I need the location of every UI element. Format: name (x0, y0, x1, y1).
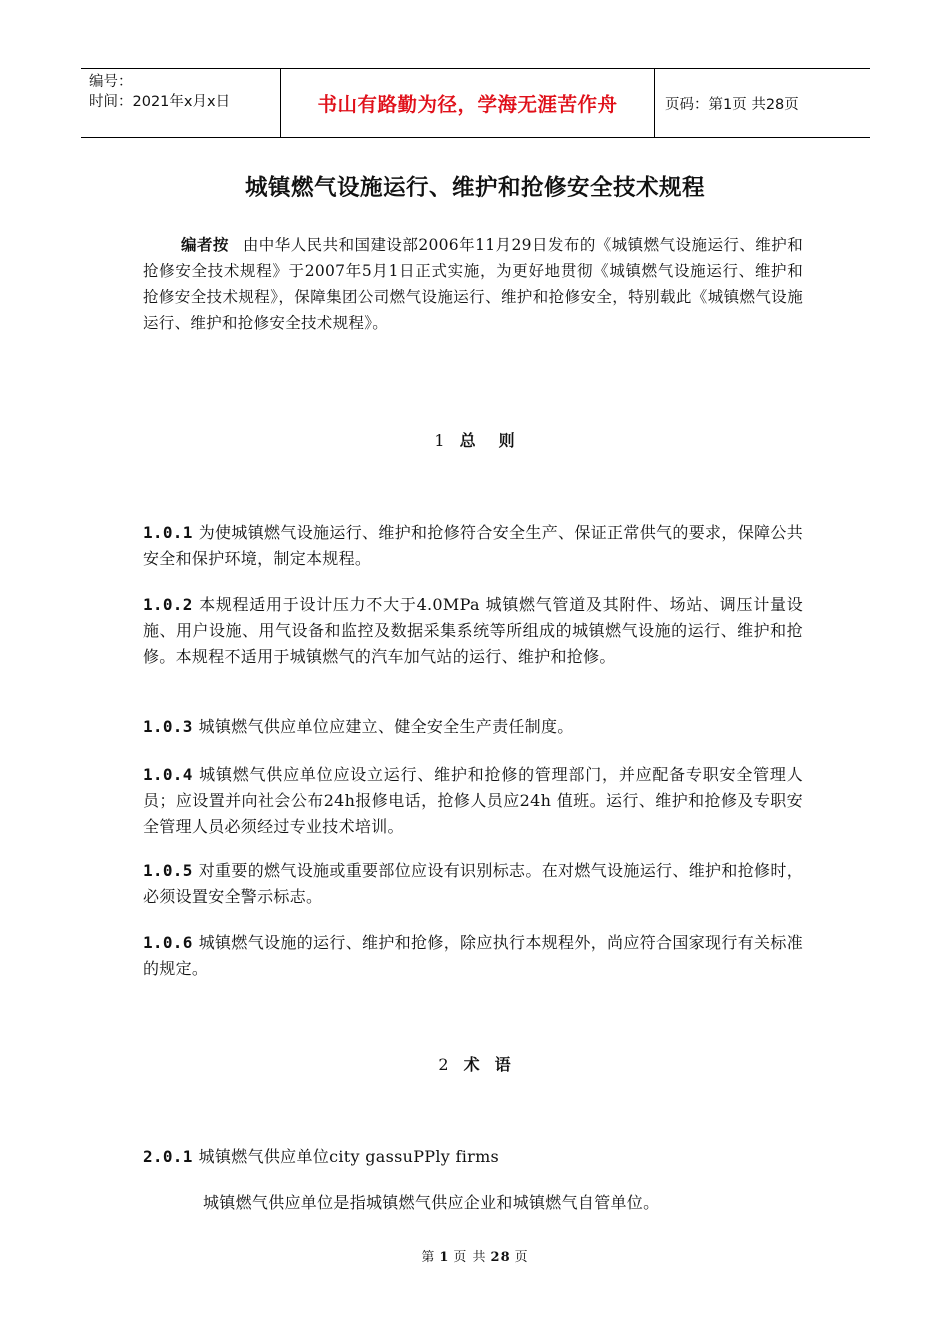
clause-1-0-1 (143, 520, 803, 572)
clause-text: 为使城镇燃气设施运行、维护和抢修符合安全生产、保证正常供气的要求，保障公共安全和保护环境，制定本规程。 (143, 523, 803, 568)
section-title-char: 则 (498, 431, 516, 450)
editor-note-text: 由中华人民共和国建设部2006年11月29日发布的《城镇燃气设施运行、维护和抢修安全技术规程》于2007年5月1日正式实施，为更好地贯彻《城镇燃气设施运行、维护和抢修安全技术规程》，保障集团公司燃气设施运行、维护和抢修安全，特别载此《城镇燃气设施运行、维护和抢修安全技术规程》。 (143, 236, 803, 332)
clause-1-0-5 (143, 858, 803, 910)
page-info: 页码：第1页 共28页 (665, 96, 799, 113)
editor-note-lead: 编者按 (181, 236, 229, 254)
footer-mid: 页 共 (453, 1250, 487, 1265)
page-footer (0, 1246, 950, 1265)
motto: 书山有路勤为径，学海无涯苦作舟 (281, 69, 655, 137)
clause-number: 1.0.1 (143, 523, 193, 542)
clause-text: 城镇燃气供应单位应建立、健全安全生产责任制度。 (198, 717, 574, 736)
clause-number: 1.0.2 (143, 595, 193, 614)
footer-total-pages: 28 (490, 1250, 511, 1265)
section-heading-2 (0, 1052, 950, 1075)
section-heading-1 (0, 428, 950, 451)
clause-text: 本规程适用于设计压力不大于4.0MPa 城镇燃气管道及其附件、场站、调压计量设施、用户设施、用气设备和监控及数据采集系统等所组成的城镇燃气设施的运行、维护和抢修。本规程不适用于城镇燃气的汽车加气站的运行、维护和抢修。 (143, 595, 803, 666)
footer-suffix: 页 (514, 1250, 529, 1265)
clause-number: 1.0.5 (143, 861, 193, 880)
section-title-char: 语 (494, 1055, 512, 1074)
clause-number: 1.0.4 (143, 765, 193, 784)
footer-page-number: 1 (439, 1250, 450, 1265)
clause-text: 城镇燃气供应单位应设立运行、维护和抢修的管理部门，并应配备专职安全管理人员；应设置并向社会公布24h报修电话，抢修人员应24h 值班。运行、维护和抢修及专职安全管理人员必须经过专业技术培训。 (143, 765, 803, 836)
clause-text: 对重要的燃气设施或重要部位应设有识别标志。在对燃气设施运行、维护和抢修时，必须设置安全警示标志。 (143, 861, 803, 906)
section-title-char: 总 (459, 431, 477, 450)
clause-1-0-4 (143, 762, 803, 840)
clause-text: 城镇燃气供应单位city gassuPPly firms (198, 1147, 500, 1166)
definition-2-0-1: 城镇燃气供应单位是指城镇燃气供应企业和城镇燃气自管单位。 (203, 1193, 660, 1212)
section-number: 2 (438, 1055, 450, 1074)
clause-number: 2.0.1 (143, 1147, 193, 1166)
clause-2-0-1 (143, 1144, 803, 1170)
clause-number: 1.0.3 (143, 717, 193, 736)
clause-1-0-6 (143, 930, 803, 982)
clause-number: 1.0.6 (143, 933, 193, 952)
footer-prefix: 第 (421, 1250, 436, 1265)
clause-1-0-2 (143, 592, 803, 670)
editor-note (143, 232, 803, 336)
number-label: 编号： (89, 74, 133, 90)
section-number: 1 (434, 431, 446, 450)
header-left-cell (81, 69, 281, 137)
header-table (81, 68, 870, 138)
section-title-char: 术 (463, 1055, 481, 1074)
clause-1-0-3 (143, 714, 803, 740)
clause-text: 城镇燃气设施的运行、维护和抢修，除应执行本规程外，尚应符合国家现行有关标准的规定。 (143, 933, 803, 978)
document-title: 城镇燃气设施运行、维护和抢修安全技术规程 (244, 175, 705, 201)
time-label: 时间：2021年x月x日 (89, 94, 231, 110)
